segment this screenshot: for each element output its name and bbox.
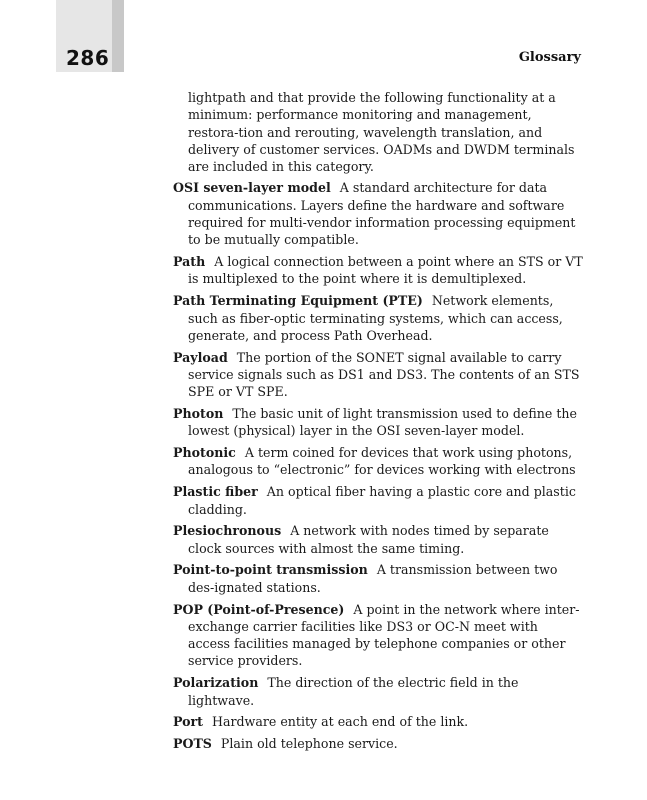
glossary-definition: The portion of the SONET signal available to carry service signals such as DS1 and DS3. The contents of an STS SPE or VT SPE. <box>188 349 580 400</box>
glossary-term: OSI seven-layer model <box>173 180 331 196</box>
glossary-entry <box>173 179 583 248</box>
glossary-definition: An optical fiber having a plastic core and plastic cladding. <box>188 484 576 517</box>
glossary-definition: The basic unit of light transmission used to define the lowest (physical) layer in the OSI seven-layer model. <box>188 406 577 439</box>
glossary-definition: A logical connection between a point where an STS or VT is multiplexed to the point where it is demultiplexed. <box>188 254 583 287</box>
glossary-term: Polarization <box>173 675 259 691</box>
glossary-entry <box>173 405 583 440</box>
glossary-body <box>173 89 583 757</box>
glossary-definition: A transmission between two des-ignated stations. <box>188 562 558 595</box>
glossary-entry <box>173 713 583 730</box>
glossary-entry <box>173 253 583 288</box>
glossary-definition: A term coined for devices that work using photons, analogous to “electronic” for devices working with electrons <box>188 445 576 478</box>
glossary-term: Plastic fiber <box>173 484 258 500</box>
glossary-term: Photon <box>173 406 224 422</box>
running-head: Glossary <box>518 50 581 65</box>
glossary-term: Payload <box>173 349 228 365</box>
page-number: 286 <box>66 46 110 70</box>
glossary-definition: A point in the network where inter-exchange carrier facilities like DS3 or OC-N meet with access facilities managed by telephone companies or other service providers. <box>188 601 580 669</box>
glossary-definition: Network elements, such as fiber-optic terminating systems, which can access, generate, and process Path Overhead. <box>188 293 563 343</box>
glossary-entry <box>173 674 583 709</box>
glossary-term: POP (Point-of-Presence) <box>173 601 345 617</box>
continued-definition: lightpath and that provide the following functionality at a minimum: performance monitoring and management, restora-tion and rerouting, wavelength translation, and delivery of customer services. OADMs and DWDM terminals are included in this category. <box>188 90 575 175</box>
glossary-definition: A standard architecture for data communications. Layers define the hardware and software required for multi-vendor information processing equipment to be mutually compatible. <box>188 180 576 248</box>
glossary-entry <box>173 444 583 479</box>
glossary-term: Plesiochronous <box>173 523 282 539</box>
glossary-term: Photonic <box>173 445 236 461</box>
glossary-term: Port <box>173 714 203 730</box>
glossary-term: Path Terminating Equipment (PTE) <box>173 293 423 309</box>
glossary-entry <box>173 522 583 557</box>
glossary-term: Path <box>173 254 206 270</box>
glossary-entry <box>173 292 583 344</box>
glossary-term: POTS <box>173 736 212 752</box>
glossary-definition: A network with nodes timed by separate clock sources with almost the same timing. <box>188 523 549 556</box>
glossary-term: Point-to-point transmission <box>173 562 368 578</box>
glossary-definition: The direction of the electric field in the lightwave. <box>188 675 519 708</box>
glossary-entry <box>173 349 583 401</box>
page-tab-edge <box>112 0 124 72</box>
glossary-entry <box>173 735 583 752</box>
glossary-entry <box>173 601 583 670</box>
glossary-definition: Hardware entity at each end of the link. <box>211 714 469 730</box>
glossary-definition: Plain old telephone service. <box>220 736 398 752</box>
glossary-entry <box>173 483 583 518</box>
glossary-entry <box>173 561 583 596</box>
